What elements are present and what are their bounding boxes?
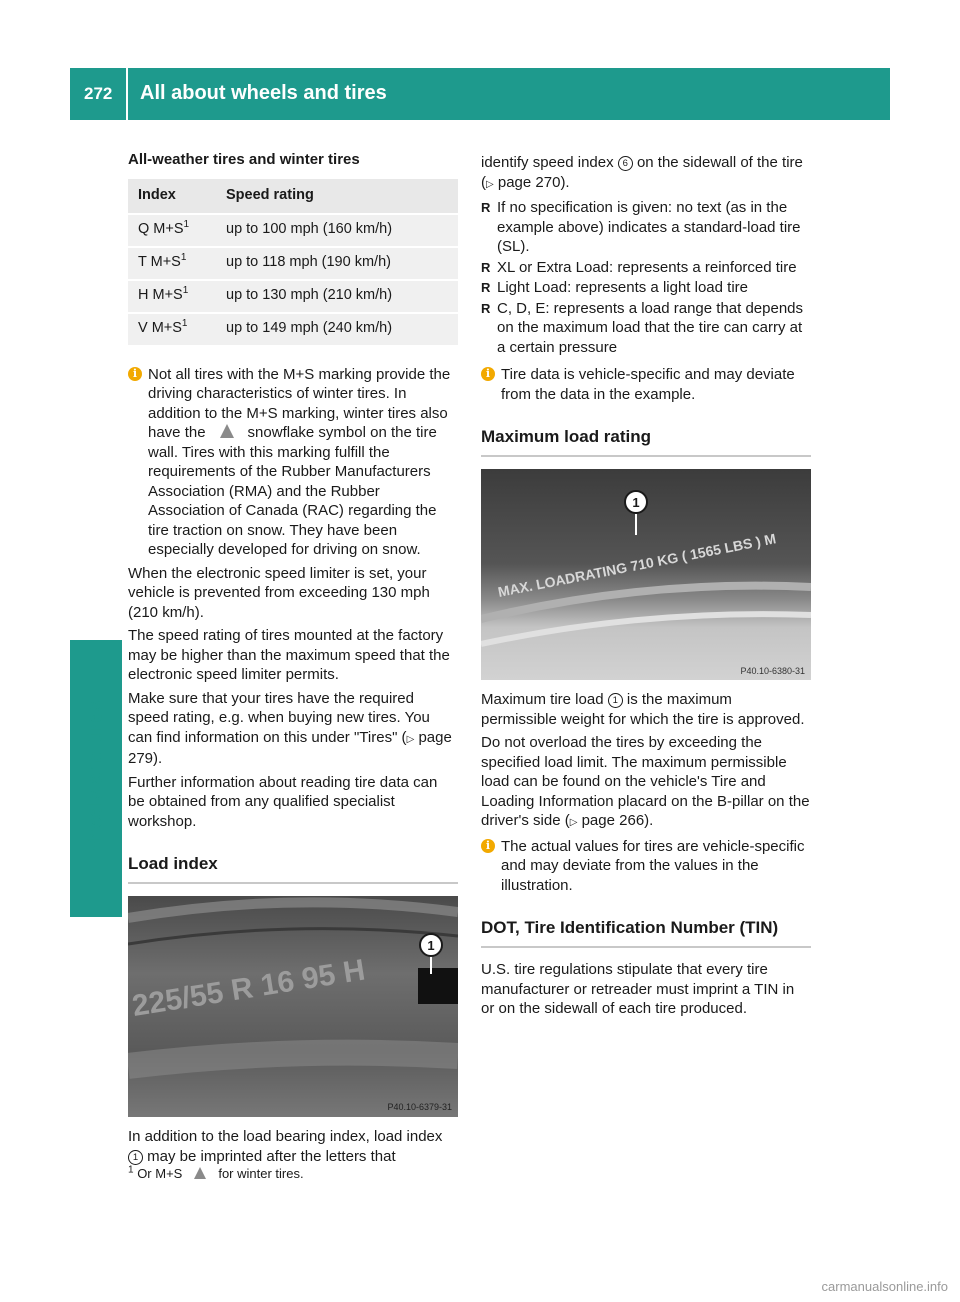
tire-sidewall-image [128,896,458,1117]
table-cell-index: V $M+S^1$ [128,313,216,345]
callout-number: 1 [427,938,435,953]
paragraph: U.S. tire regulations stipulate that every tire manufacturer or retreader must imprint a TIN in or on the sidewall of each tire produced. [481,961,795,1017]
page-ref-triangle-icon: ▷ [569,817,578,828]
page-reference-link[interactable]: page 266). [581,812,654,829]
info-note: i Tire data is vehicle-specific and may deviate from the data in the example. [481,365,811,404]
section-heading-load-index: Load index [128,845,458,884]
list-item: R C, D, E: represents a load range that depends on the maximum load that the tire can carry at a certain pressure [481,299,811,358]
max-load-text: MAX. LOADRATING 710 KG ( 1565 LBS ) M [496,530,778,600]
table-row [128,214,458,247]
paragraph: In addition to the load bearing index, load index 1 may be imprinted after the letters that [128,1128,443,1165]
info-icon: i [481,367,495,381]
info-icon: i [481,839,495,853]
table-cell-rating: up to 118 mph (190 km/h) [216,247,458,280]
snowflake-icon [194,1167,206,1179]
column-header-index: Index [128,179,216,214]
circled-number-icon: 1 [128,1150,143,1165]
watermark: carmanualsonline.info [821,1278,948,1294]
info-icon: i [128,367,142,381]
column-header-speed-rating: Speed rating [216,179,458,214]
paragraph: Make sure that your tires have the required speed rating, e.g. when buying new tires. You can find information on this under "Tires" (▷ page 279). [128,689,452,767]
circled-number-icon: 1 [608,693,623,708]
section-heading-dot-tin: DOT, Tire Identification Number (TIN) [481,909,811,948]
table-cell-rating: up to 130 mph (210 km/h) [216,280,458,313]
max-load-photo [481,469,811,680]
page-title: All about wheels and tires [140,82,387,104]
paragraph: Further information about reading tire data can be obtained from any qualified specialist workshop. [128,773,438,830]
table-row [128,313,458,345]
list-item: R Light Load: represents a light load tire [481,278,811,298]
tire-sidewall-image [481,469,811,680]
info-note: i The actual values for tires are vehicle-specific and may deviate from the values in the illustration. [481,837,811,896]
footnote-mark: 1 [128,1164,134,1176]
speed-rating-table [128,179,458,345]
paragraph: When the electronic speed limiter is set, your vehicle is prevented from exceeding 130 mph (210 km/h). [128,564,430,621]
image-reference: P40.10-6380-31 [740,666,805,676]
table-heading: All-weather tires and winter tires [128,151,360,168]
load-index-photo [128,896,458,1117]
table-cell-rating: up to 100 mph (160 km/h) [216,214,458,247]
table-cell-rating: up to 149 mph (240 km/h) [216,313,458,345]
paragraph: The speed rating of tires mounted at the factory may be higher than the maximum speed that the electronic speed limiter permits. [128,627,450,683]
bullet-list [481,198,811,357]
tire-size-text: 225/55 R 16 95 H [129,953,368,1023]
header-divider [126,68,128,120]
table-header-row [128,179,458,214]
page-ref-triangle-icon: ▷ [406,733,415,745]
list-item: R If no specification is given: no text (as in the example above) indicates a standard-load tire (SL). [481,198,811,257]
callout-number: 1 [632,495,640,510]
page-reference-link[interactable]: page 270). [497,173,570,191]
page-ref-triangle-icon: ▷ [486,178,494,190]
page-reference-link[interactable]: page 279). [128,728,452,767]
snowflake-icon [220,424,234,438]
side-tab-label: Wheels and tires [84,700,107,860]
list-item: R XL or Extra Load: represents a reinforced tire [481,258,811,278]
left-column [128,150,458,1170]
paragraph: Do not overload the tires by exceeding the specified load limit. The maximum permissible load can be found on the vehicle's Tire and Loading Information placard on the B-pillar on the driver's side (▷ page 266). [481,734,810,829]
table-row [128,247,458,280]
image-reference: P40.10-6379-31 [387,1102,452,1112]
paragraph: Maximum tire load 1 is the maximum permissible weight for which the tire is approved. [481,691,805,728]
table-cell-index: H $M+S^1$ [128,280,216,313]
table-cell-index: T $M+S^1$ [128,247,216,280]
paragraph: identify speed index 6 on the sidewall of the tire (▷ page 270). [481,154,803,191]
info-note: i Not all tires with the M+S marking provide the driving characteristics of winter tires. In addition to the M+S marking, winter tires also have the snowflake symbol on the tire wall. Tires with this marking fulfill the requirements of the Rubber Manufacturers Association (RMA) and the Rubber Association of Canada (RAC) regarding the tire traction on snow. They have been especially developed for driving on snow. [128,365,458,560]
footnote: $^1$ Or M+S for winter tires. [128,1164,304,1181]
page-number: 272 [84,84,113,103]
table-cell-index: Q $M+S^1$ [128,214,216,247]
table-row [128,280,458,313]
circled-number-icon: 6 [618,156,633,171]
section-heading-max-load: Maximum load rating [481,418,811,457]
right-column [481,153,811,1023]
